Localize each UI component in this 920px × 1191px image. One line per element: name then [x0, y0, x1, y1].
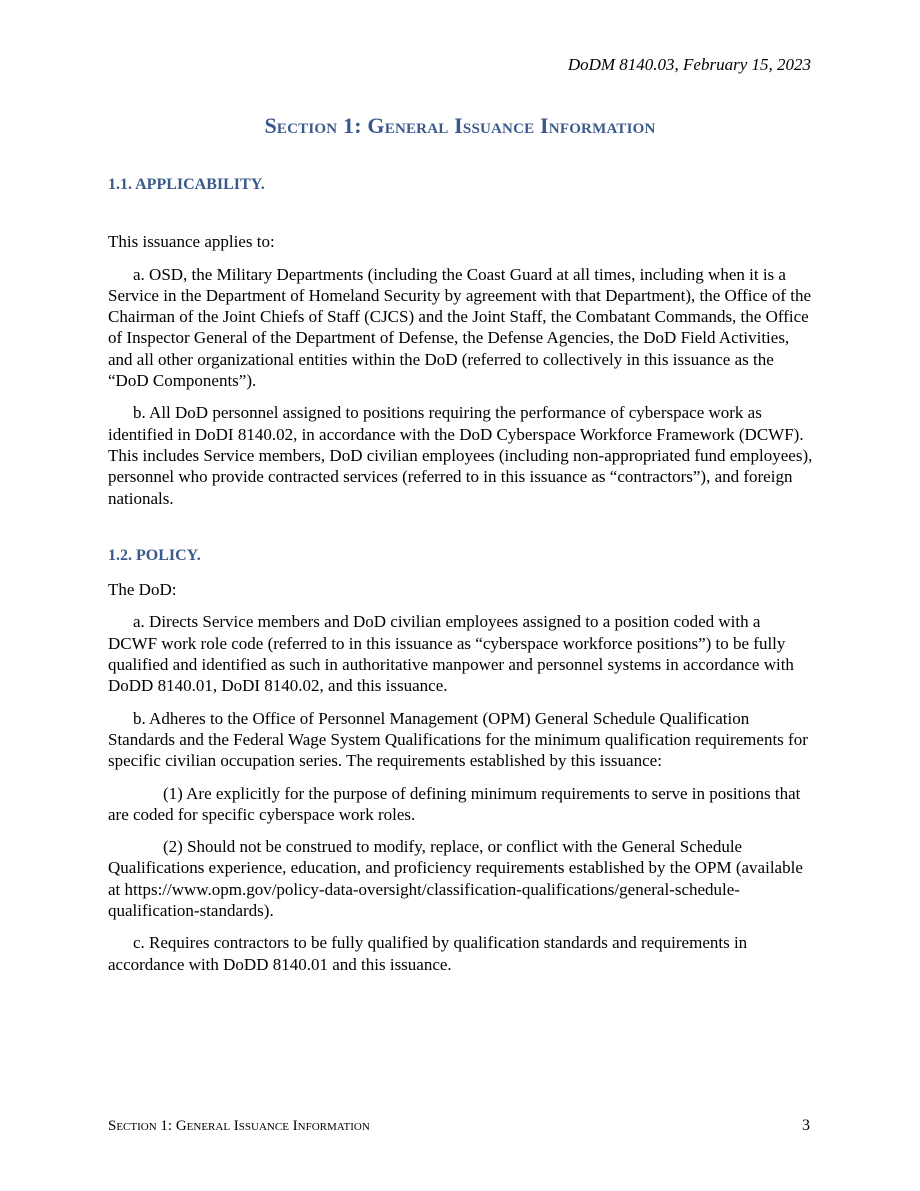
- footer-section-label: Section 1: General Issuance Information: [108, 1118, 370, 1134]
- policy-item-b: b. Adheres to the Office of Personnel Management (OPM) General Schedule Qualification Standards and the Federal Wage System Qualifications for the minimum qualification requirements for specific civilian occupation series. The requirements established by this issuance:: [108, 708, 808, 771]
- policy-item-a: a. Directs Service members and DoD civilian employees assigned to a position coded with a DCWF work role code (referred to in this issuance as “cyberspace workforce positions”) to be fully qualified and identified as such in authoritative manpower and personnel systems in accordance with DoDD 8140.01, DoDI 8140.02, and this issuance.: [108, 612, 794, 696]
- heading-policy: 1.2. POLICY.: [108, 546, 201, 564]
- applicability-item-b: b. All DoD personnel assigned to positions requiring the performance of cyberspace work as identified in DoDI 8140.02, in accordance with the DoD Cyberspace Workforce Framework (DCWF). This includes Service members, DoD civilian employees (including non-appropriated fund employees), personnel who provide contracted services (referred to in this issuance as “contractors”), and foreign nationals.: [108, 403, 813, 508]
- section-title: Section 1: General Issuance Information: [264, 113, 656, 138]
- applicability-item-a: a. OSD, the Military Departments (including the Coast Guard at all times, including when it is a Service in the Department of Homeland Security by agreement with that Department), the Office of the Chairman of the Joint Chiefs of Staff (CJCS) and the Joint Staff, the Combatant Commands, the Office of Inspector General of the Department of Defense, the Defense Agencies, the DoD Field Activities, and all other organizational entities within the DoD (referred to collectively in this issuance as the “DoD Components”).: [108, 264, 812, 391]
- policy-item-c: c. Requires contractors to be fully qualified by qualification standards and requirements in accordance with DoDD 8140.01 and this issuance.: [108, 933, 748, 974]
- heading-applicability: 1.1. APPLICABILITY.: [108, 176, 265, 193]
- document-body: [108, 174, 813, 975]
- document-reference: DoDM 8140.03, February 15, 2023: [567, 55, 811, 74]
- page-number: 3: [802, 1117, 810, 1134]
- policy-item-b1: (1) Are explicitly for the purpose of defining minimum requirements to serve in positions that are coded for specific cyberspace work roles.: [108, 783, 801, 824]
- policy-intro: The DoD:: [108, 580, 177, 600]
- applicability-intro: This issuance applies to:: [108, 232, 275, 252]
- policy-item-b2: (2) Should not be construed to modify, replace, or conflict with the General Schedule Qualifications experience, education, and proficiency requirements established by the OPM (available at https://www.opm.gov/policy-data-oversight/classification-qualifications/general-schedule-qualification-standards).: [108, 837, 803, 921]
